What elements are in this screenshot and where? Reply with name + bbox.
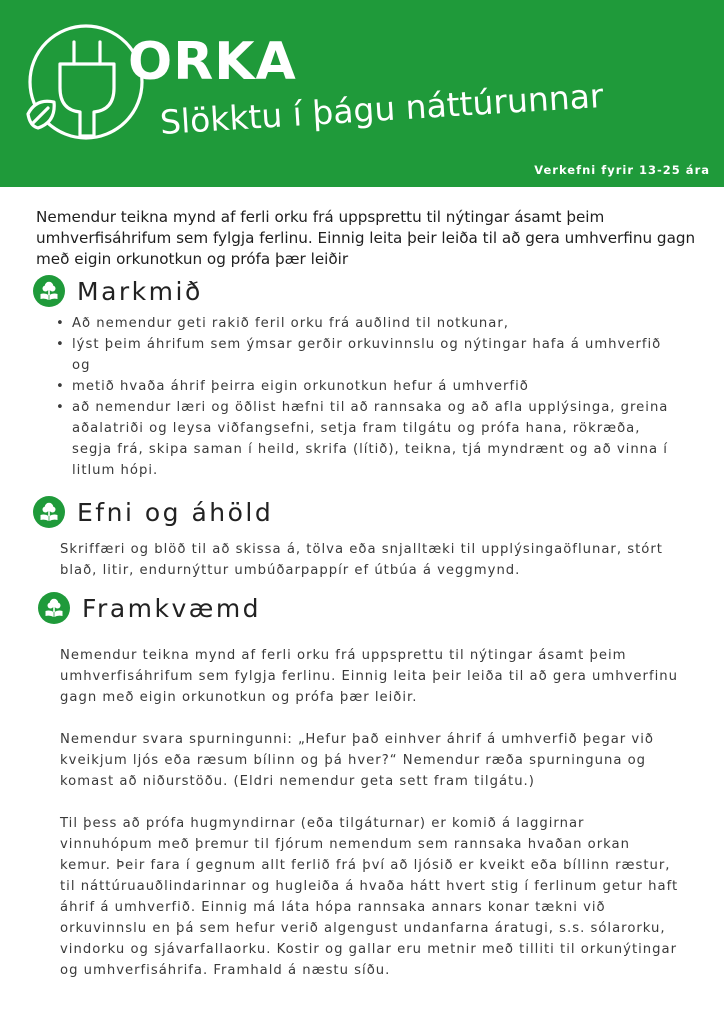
list-item: • Að nemendur geti rakið feril orku frá auðlind til notkunar,: [52, 313, 672, 334]
age-range-label: Verkefni fyrir 13-25 ára: [534, 163, 710, 177]
list-item: • metið hvaða áhrif þeirra eigin orkunotkun hefur á umhverfið: [52, 376, 672, 397]
intro-text: Nemendur teikna mynd af ferli orku frá uppsprettu til nýtingar ásamt þeim umhverfisáhrifum sem fylgja ferlinu. Einnig leita þeir leiða til að gera umhverfinu gagn með eigin orkunotkun og prófa þær leiðir: [36, 208, 696, 268]
section-materials-title: Efni og áhöld: [77, 497, 274, 527]
section-materials-heading: [33, 496, 273, 528]
header-banner: [0, 0, 724, 187]
goals-list: [52, 313, 672, 481]
procedure-paragraph-1: Nemendur teikna mynd af ferli orku frá uppsprettu til nýtingar ásamt þeim umhverfisáhrifum sem fylgja ferlinu. Einnig leita þeir leiða til að gera umhverfinu gagn með eigin orkunotkun og prófa þær leiðir.: [60, 648, 678, 705]
list-item: • lýst þeim áhrifum sem ýmsar gerðir orkuvinnslu og nýtingar hafa á umhverfið og: [52, 334, 672, 376]
section-goals-title: Markmið: [77, 276, 203, 306]
procedure-paragraph-3: Til þess að prófa hugmyndirnar (eða tilgáturnar) er komið á laggirnar vinnuhópum með þremur til fjórum nemendum sem rannsaka hvaðan orkan kemur. Þeir fara í gegnum allt ferlið frá því að ljósið er kveikt eða bíllinn ræstur, til náttúruauðlindarinnar og hugleiða á hvaða hátt hvert stig í ferlinum getur haft áhrif á umhverfið. Einnig má láta hópa rannsaka annars konar tækni við orkuvinnslu en þá sem hefur verið algengust undanfarna áratugi, s.s. sólarorku, vindorku og sjávarfallaorku. Kostir og gallar eru metnir með tilliti til orkunýtingar og umhverfisáhrifa. Framhald á næstu síðu.: [60, 816, 679, 978]
slogan: Slökktu í þágu náttúrunnar: [158, 75, 605, 142]
section-goals-heading: [33, 275, 203, 307]
section-procedure-title: Framkvæmd: [82, 593, 262, 623]
materials-text: Skriffæri og blöð til að skissa á, tölva eða snjalltæki til upplýsingaöflunar, stórt blað, litir, endurnýttur umbúðarpappír ef útbúa á veggmynd.: [60, 542, 663, 578]
section-procedure-heading: [38, 592, 261, 624]
book-tree-icon: [38, 592, 70, 624]
book-tree-icon: [33, 275, 65, 307]
brand-title: ORKA: [128, 32, 297, 92]
procedure-paragraph-2: Nemendur svara spurningunni: „Hefur það einhver áhrif á umhverfið þegar við kveikjum ljós eða ræsum bílinn og þá hver?“ Nemendur ræða spurninguna og komast að niðurstöðu. (Eldri nemendur geta sett fram tilgátu.): [60, 732, 654, 789]
book-tree-icon: [33, 496, 65, 528]
list-item: • að nemendur læri og öðlist hæfni til að rannsaka og að afla upplýsinga, greina aðalatriði og leysa viðfangsefni, setja fram tilgátu og prófa hana, rökræða, segja frá, skipa saman í heild, skrifa (lítið), teikna, tjá myndrænt og að vinna í litlum hópi.: [52, 397, 672, 481]
